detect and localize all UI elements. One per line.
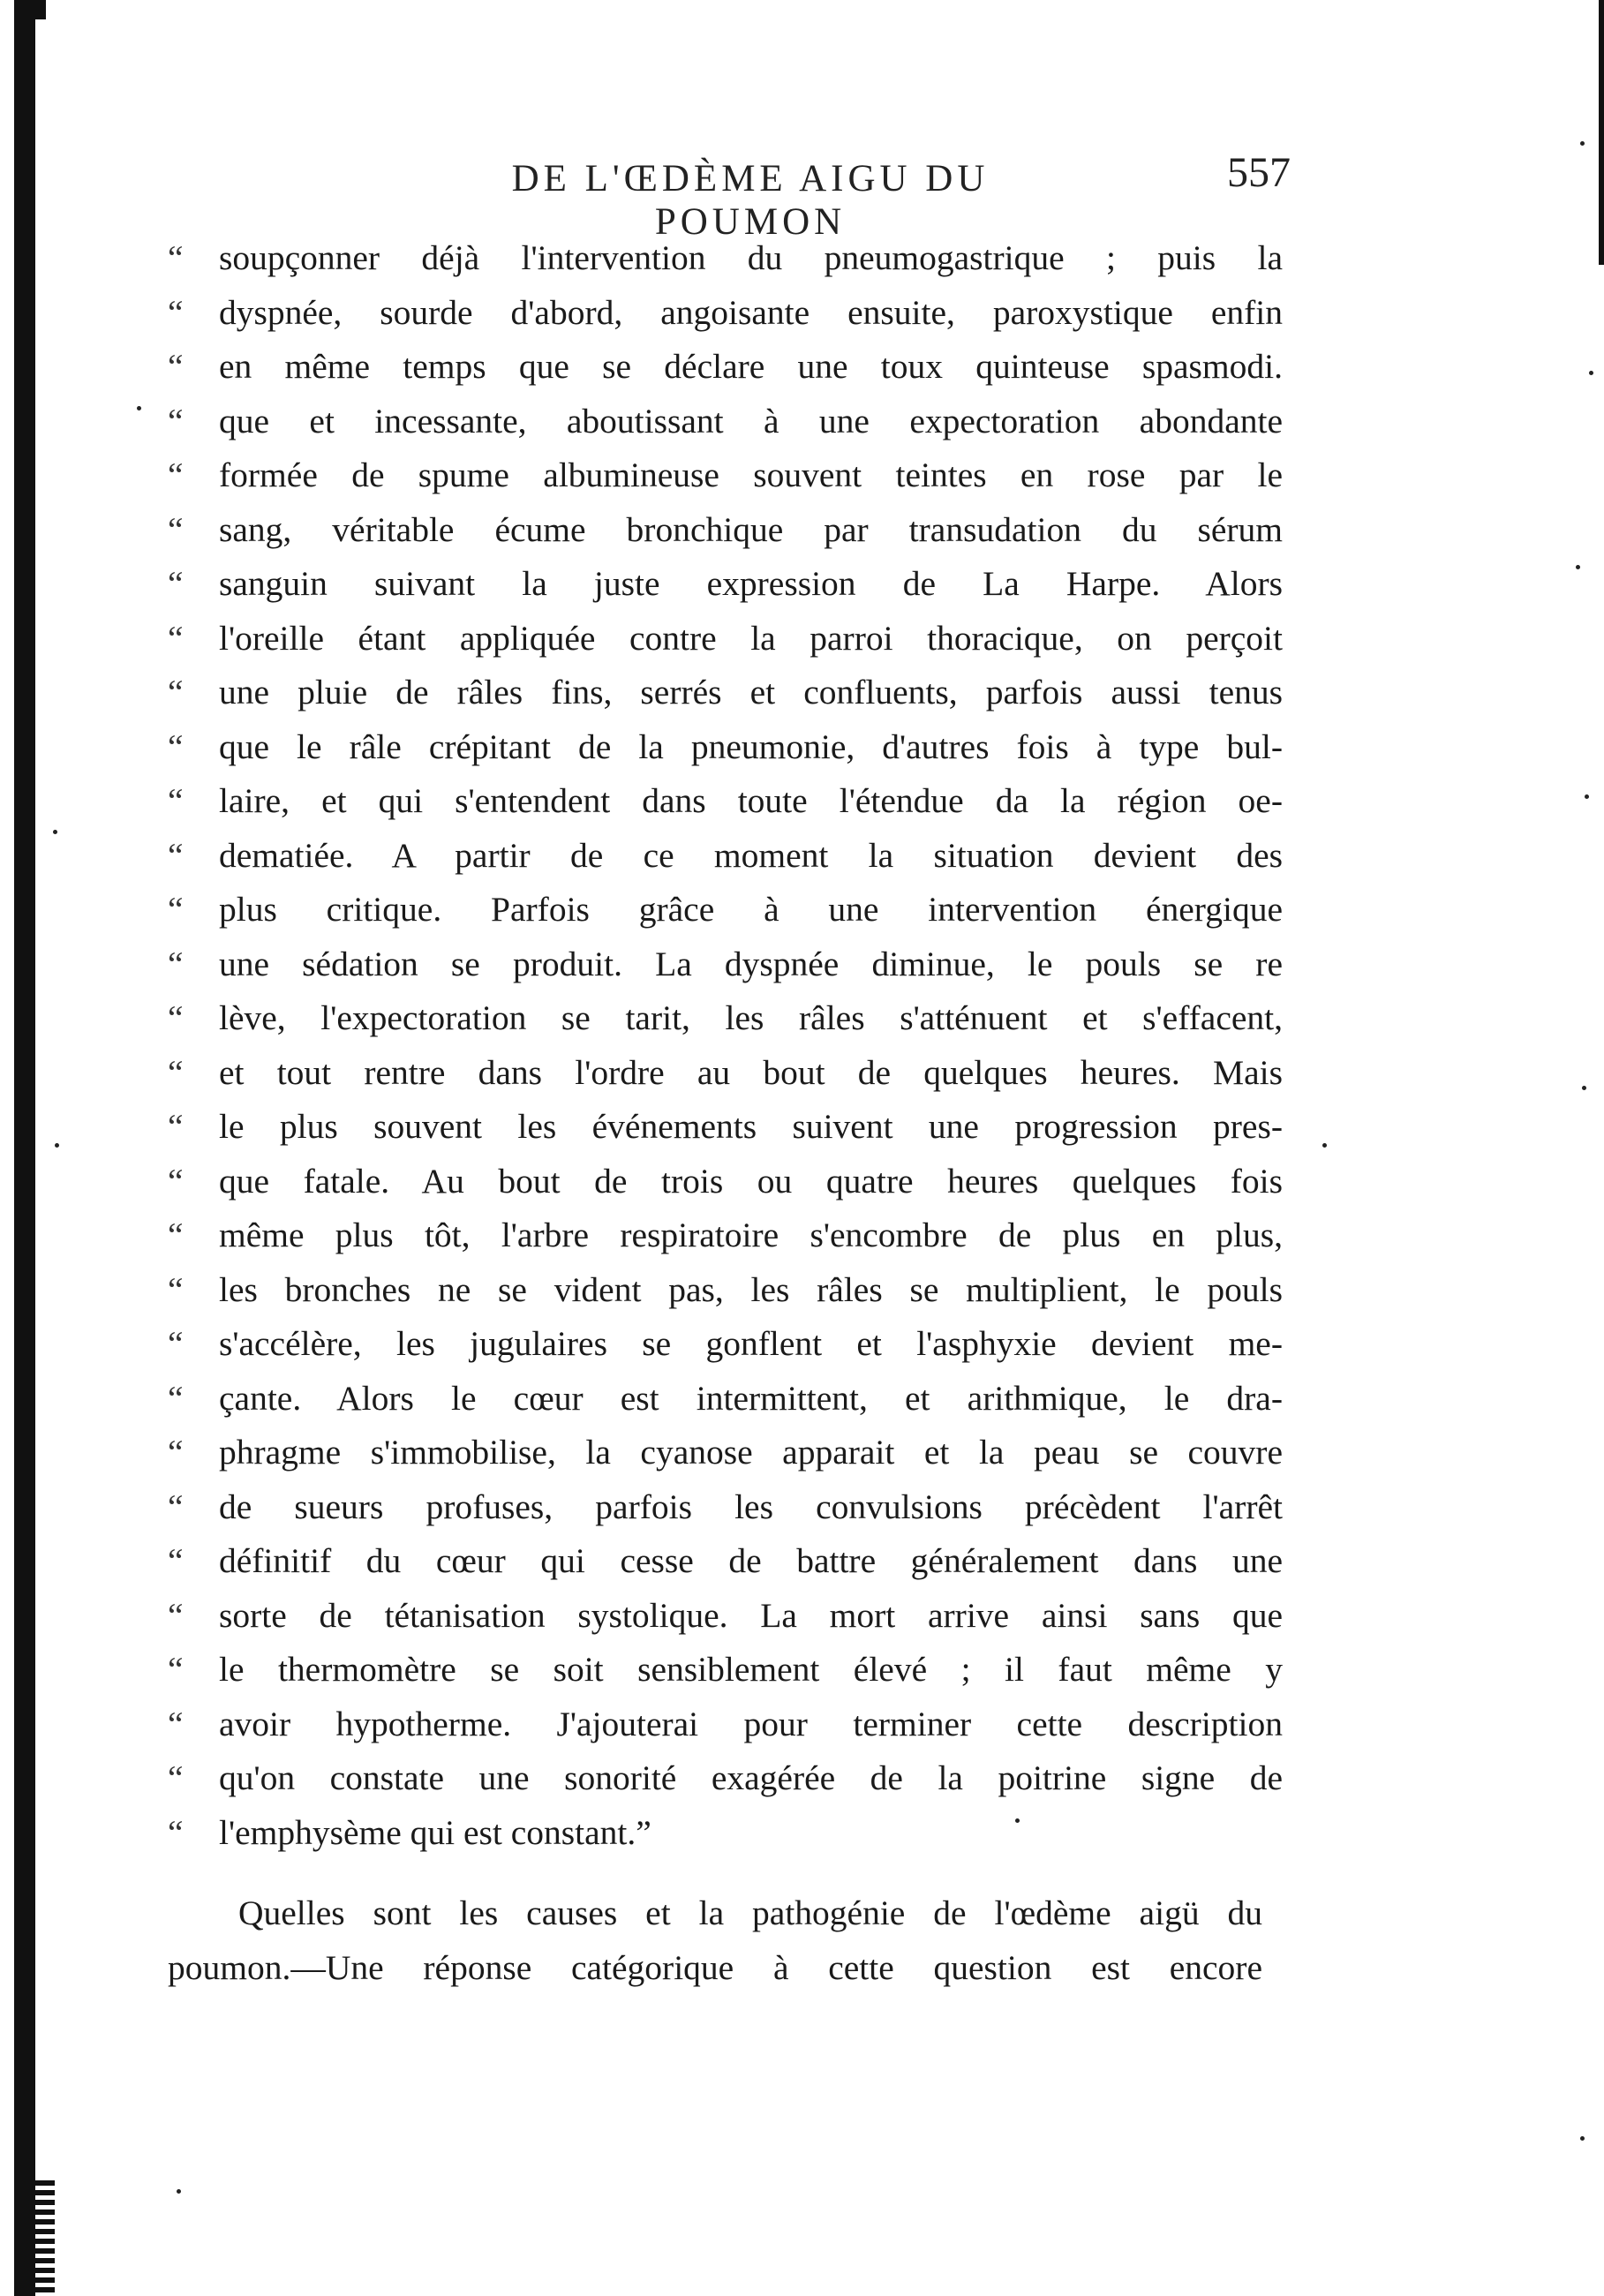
quoted-passage — [168, 231, 1289, 1860]
quoted-line-text: une sédation se produit. La dyspnée diminue, le pouls se re — [219, 944, 1283, 983]
quoted-line — [168, 666, 1289, 720]
paragraph — [168, 1886, 1289, 1995]
quoted-line — [168, 1208, 1289, 1263]
quote-mark: “ — [168, 1052, 184, 1092]
quote-mark: “ — [168, 455, 184, 494]
quote-mark: “ — [168, 726, 184, 766]
quoted-line-text: soupçonner déjà l'intervention du pneumogastrique ; puis la — [219, 238, 1283, 277]
quoted-line-text: une pluie de râles fins, serrés et confluents, parfois aussi tenus — [219, 673, 1283, 711]
quoted-line — [168, 1317, 1289, 1372]
quoted-line-text: laire, et qui s'entendent dans toute l'étendue da la région oe- — [219, 781, 1283, 820]
quoted-line — [168, 557, 1289, 612]
quoted-line-text: sang, véritable écume bronchique par transudation du sérum — [219, 509, 1283, 549]
quoted-line-text: même plus tôt, l'arbre respiratoire s'encombre de plus en plus, — [219, 1216, 1283, 1254]
quoted-line — [168, 829, 1289, 884]
quoted-line — [168, 991, 1289, 1046]
quote-mark: “ — [168, 347, 184, 386]
quoted-line-text: définitif du cœur qui cesse de battre généralement dans une — [219, 1541, 1283, 1580]
paragraph-line: Quelles sont les causes et la pathogénie de l'œdème aigü du — [238, 1893, 1262, 1932]
quote-mark: “ — [168, 1541, 184, 1580]
quote-mark: “ — [168, 1107, 184, 1146]
page-body — [168, 231, 1289, 1995]
quote-mark: “ — [168, 618, 184, 658]
quoted-line — [168, 231, 1289, 286]
scan-border-left — [14, 0, 35, 2296]
quoted-line — [168, 448, 1289, 503]
quoted-line-text: le plus souvent les événements suivent une progression pres- — [219, 1107, 1283, 1146]
quote-mark: “ — [168, 1269, 184, 1309]
quote-mark: “ — [168, 1324, 184, 1363]
quoted-line — [168, 1155, 1289, 1209]
quoted-line-text: avoir hypotherme. J'ajouterai pour terminer cette description — [219, 1704, 1283, 1743]
quoted-line-text: s'accélère, les jugulaires se gonflent et l'asphyxie devient me- — [219, 1324, 1283, 1363]
quoted-line-text: et tout rentre dans l'ordre au bout de quelques heures. Mais — [219, 1052, 1283, 1092]
quoted-line-text: çante. Alors le cœur est intermittent, et arithmique, le dra- — [219, 1378, 1283, 1418]
quoted-line — [168, 883, 1289, 937]
quoted-line — [168, 720, 1289, 775]
quoted-line — [168, 1426, 1289, 1480]
quote-mark: “ — [168, 401, 184, 440]
quote-mark: “ — [168, 1812, 184, 1852]
quoted-line-text: que et incessante, aboutissant à une expectoration abondante — [219, 401, 1283, 440]
quoted-line-text: dyspnée, sourde d'abord, angoisante ensuite, paroxystique enfin — [219, 292, 1283, 332]
quoted-line-text: lève, l'expectoration se tarit, les râles s'atténuent et s'effacent, — [219, 998, 1283, 1037]
quoted-line-text: le thermomètre se soit sensiblement élevé ; il faut même y — [219, 1650, 1283, 1689]
running-head: DE L'ŒDÈME AIGU DU POUMON — [511, 158, 990, 243]
quote-mark: “ — [168, 1161, 184, 1201]
quoted-line — [168, 340, 1289, 395]
quote-mark: “ — [168, 944, 184, 983]
quote-mark: “ — [168, 1378, 184, 1418]
quote-mark: “ — [168, 890, 184, 929]
quoted-line — [168, 1698, 1289, 1752]
quote-mark: “ — [168, 1595, 184, 1635]
scan-border-notch — [35, 0, 46, 19]
quoted-line — [168, 1480, 1289, 1535]
quoted-line — [168, 1372, 1289, 1427]
quote-mark: “ — [168, 1758, 184, 1797]
quoted-line — [168, 286, 1289, 341]
quoted-line-text: phragme s'immobilise, la cyanose apparait et la peau se couvre — [219, 1433, 1283, 1472]
quote-mark: “ — [168, 1487, 184, 1526]
quoted-line-text: que fatale. Au bout de trois ou quatre heures quelques fois — [219, 1161, 1283, 1201]
quoted-line-text: dematiée. A partir de ce moment la situation devient des — [219, 835, 1283, 875]
quote-mark: “ — [168, 835, 184, 875]
quoted-line-text: qu'on constate une sonorité exagérée de la poitrine signe de — [219, 1758, 1283, 1797]
quote-mark: “ — [168, 1650, 184, 1689]
quoted-line-text: sanguin suivant la juste expression de La Harpe. Alors — [219, 564, 1283, 603]
quote-mark: “ — [168, 673, 184, 711]
quoted-line — [168, 1589, 1289, 1644]
quoted-line-text: sorte de tétanisation systolique. La mort arrive ainsi sans que — [219, 1595, 1283, 1635]
quote-mark: “ — [168, 781, 184, 820]
quote-mark: “ — [168, 1433, 184, 1472]
quoted-line — [168, 1263, 1289, 1318]
quoted-line-text: de sueurs profuses, parfois les convulsions précèdent l'arrêt — [219, 1487, 1283, 1526]
quoted-line-text: en même temps que se déclare une toux quinteuse spasmodi. — [219, 347, 1283, 386]
quoted-line — [168, 395, 1289, 449]
quoted-line — [168, 937, 1289, 992]
quoted-line — [168, 774, 1289, 829]
quoted-line — [168, 1100, 1289, 1155]
quoted-line-text: les bronches ne se vident pas, les râles se multiplient, le pouls — [219, 1269, 1283, 1309]
quoted-line — [168, 1534, 1289, 1589]
quoted-line — [168, 1046, 1289, 1101]
quoted-line-text: l'emphysème qui est constant.” — [219, 1812, 651, 1852]
quote-mark: “ — [168, 292, 184, 332]
quote-mark: “ — [168, 509, 184, 549]
scan-border-right — [1599, 0, 1604, 265]
quoted-line-text: formée de spume albumineuse souvent teintes en rose par le — [219, 455, 1283, 494]
quoted-line — [168, 1643, 1289, 1698]
quoted-line — [168, 1751, 1289, 1806]
quote-mark: “ — [168, 1216, 184, 1254]
quoted-line-text: l'oreille étant appliquée contre la parroi thoracique, on perçoit — [219, 618, 1283, 658]
paragraph-line: poumon.—Une réponse catégorique à cette question est encore — [168, 1947, 1262, 1987]
quote-mark: “ — [168, 998, 184, 1037]
scan-border-bottom-left — [35, 2180, 55, 2296]
page-number: 557 — [1227, 149, 1291, 196]
quoted-line — [168, 612, 1289, 666]
quoted-line — [168, 503, 1289, 558]
quote-mark: “ — [168, 238, 184, 277]
quoted-line — [168, 1806, 1289, 1861]
quote-mark: “ — [168, 564, 184, 603]
quoted-line-text: que le râle crépitant de la pneumonie, d'autres fois à type bul- — [219, 726, 1283, 766]
quote-mark: “ — [168, 1704, 184, 1743]
quoted-line-text: plus critique. Parfois grâce à une intervention énergique — [219, 890, 1283, 929]
